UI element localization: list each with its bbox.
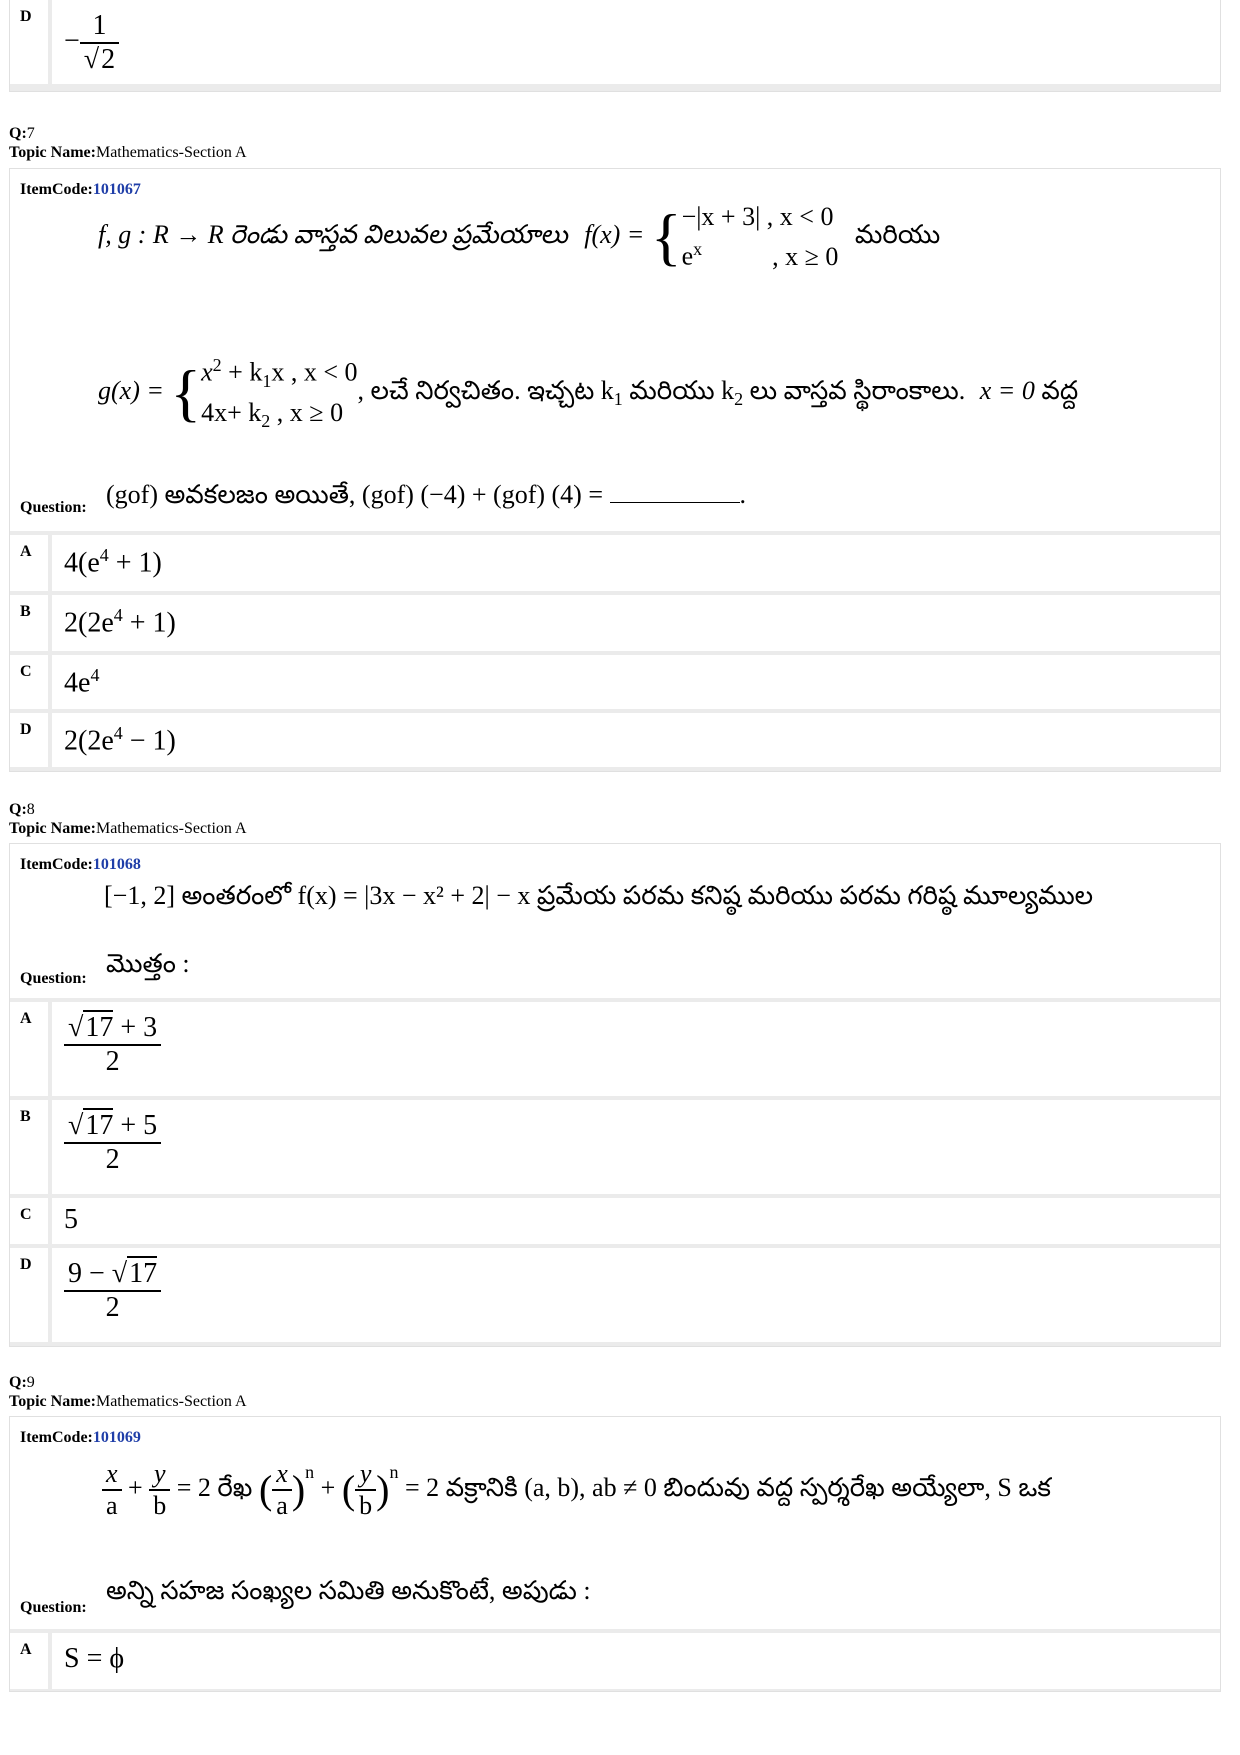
option-d[interactable]: D $2(2e^4 - 1)$ [10,709,1220,767]
question-line-2: అన్ని సహజ సంఖ్యల సమితి అనుకొంటే, అపుడు : [106,1576,591,1605]
option-text: $2(2e^4 + 1)$ [64,605,176,639]
question-line-3: (gof) అవకలజం అయితే, (gof) (−4) + (gof) (4) = . [106,480,746,509]
q9-box [9,1416,1221,1692]
question-line-1: $\frac{x}{a}$ + $\frac{y}{b}$ = 2 రేఖ ( $\frac{x}{a}$ )$^n$ + ( $\frac{y}{b}$ )$^n$ = 2 వక్రానికి (a, b), ab ≠ 0 బిందువు వద్ద స్పర్శరేఖ అయ్యేలా, S ఒక [102,1457,1051,1521]
option-a[interactable]: A S = ϕ [10,1629,1220,1689]
option-text: 5 [64,1204,78,1235]
option-text: $\frac{√17 + 3}{2}$ [64,1012,161,1078]
option-c[interactable]: C $4e^4$ [10,651,1220,709]
option-text: $\frac{√17 + 5}{2}$ [64,1110,161,1176]
question-line-2: g(x) = { $x^2 + k_1x$ , x < 0 $4x+ k_2$ , x ≥ 0 , లచే నిర్వచితం. ఇచ్చట $k_1$ మరియు $k_2$ లు వాస్తవ స్థిరాంకాలు. x = 0 వద్ద [98,355,1079,432]
option-b[interactable]: B $2(2e^4 + 1)$ [10,591,1220,651]
option-text: $4e^4$ [64,665,100,699]
itemcode: ItemCode:101069 [20,1429,141,1446]
q8-header: Q:8 Topic Name:Mathematics-Section A [9,801,247,837]
option-text: − $\frac{1}{√2}$ [64,10,119,76]
option-c[interactable]: C 5 [10,1194,1220,1244]
itemcode: ItemCode:101067 [20,181,141,198]
answer-blank [610,480,740,503]
option-text: $2(2e^4 - 1)$ [64,723,176,757]
prev-question-box [9,0,1221,92]
question-label: Question: [20,1599,87,1616]
q8-question-area [10,844,1220,998]
option-text: $4(e^4 + 1)$ [64,545,162,579]
q7-box [9,168,1221,772]
q7-question-area [10,169,1220,531]
question-line-1: [−1, 2] అంతరంలో f(x) = |3x − x² + 2| − x ప్రమేయ పరమ కనిష్ఠ మరియు పరమ గరిష్ఠ మూల్యముల [104,881,1094,910]
option-b[interactable]: B $\frac{√17 + 5}{2}$ [10,1096,1220,1194]
option-text: S = ϕ [64,1643,125,1674]
option-text: $\frac{9 - √17}{2}$ [64,1258,161,1324]
question-line-1: f, g : R → R రెండు వాస్తవ విలువల ప్రమేయాలు f(x) = { −|x + 3| , x < 0 $e^x$ , x ≥ 0 మరియు [98,200,941,272]
question-label: Question: [20,970,87,987]
option-a[interactable]: A $\frac{√17 + 3}{2}$ [10,998,1220,1096]
itemcode: ItemCode:101068 [20,856,141,873]
option-letter: D [20,8,32,25]
q8-box [9,843,1221,1347]
question-line-2: మొత్తం : [106,949,190,978]
option-d[interactable] [10,0,1220,84]
q9-header: Q:9 Topic Name:Mathematics-Section A [9,1374,247,1410]
option-a[interactable]: A $4(e^4 + 1)$ [10,531,1220,591]
option-body [48,0,1220,84]
q7-header: Q:7 Topic Name:Mathematics-Section A [9,125,247,161]
question-label: Question: [20,499,87,516]
option-d[interactable]: D $\frac{9 - √17}{2}$ [10,1244,1220,1342]
q9-question-area [10,1417,1220,1629]
